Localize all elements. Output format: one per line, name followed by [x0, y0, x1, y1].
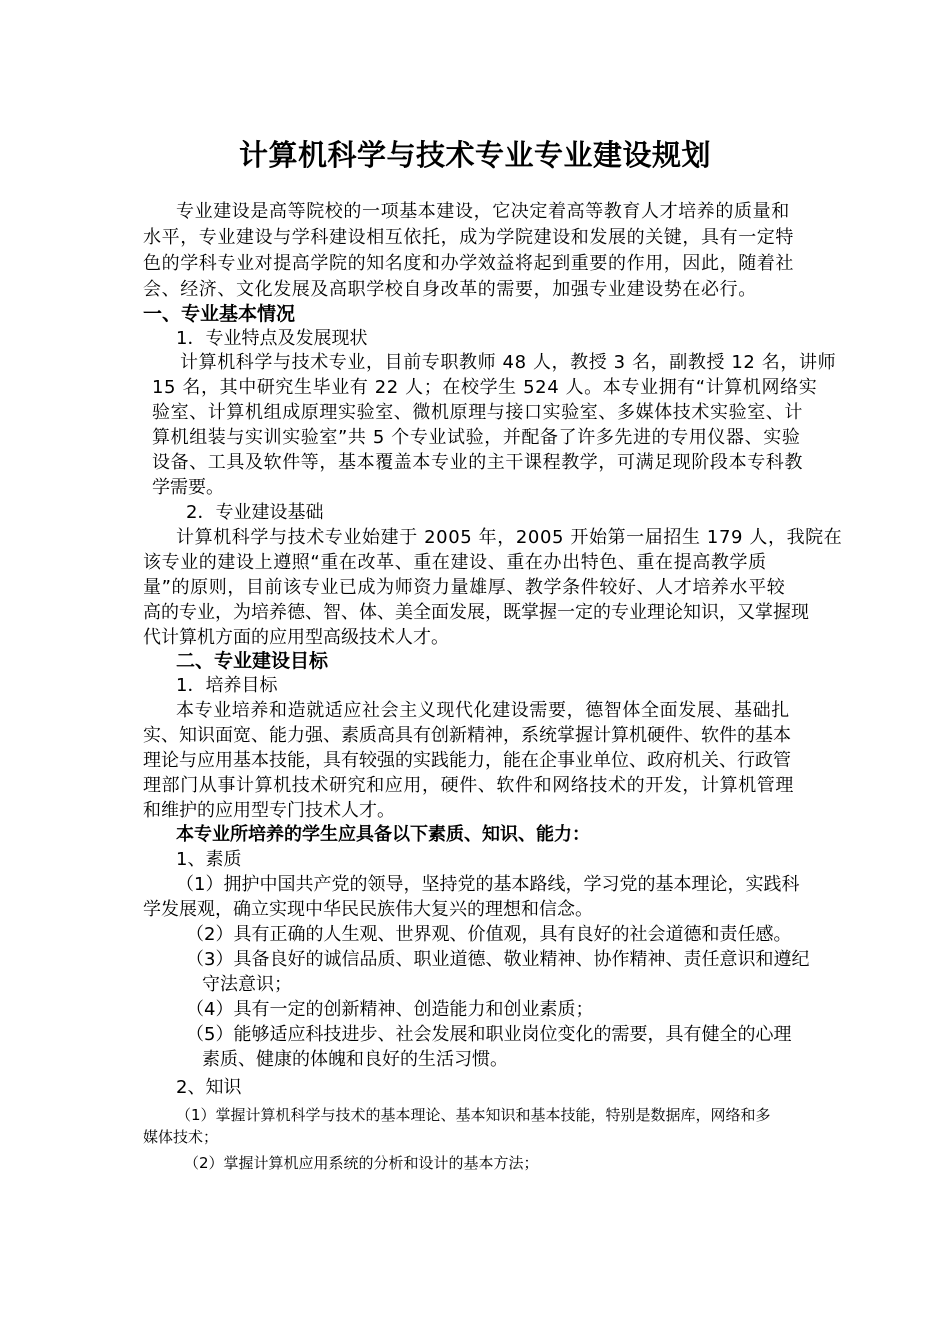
paragraph-line: 验室、计算机组成原理实验室、微机原理与接口实验室、多媒体技术实验室、计 — [152, 402, 803, 423]
subsection-heading: 1．培养目标 — [176, 675, 278, 696]
list-item-line: 素质、健康的体魄和良好的生活习惯。 — [202, 1049, 508, 1070]
list-item-line: 媒体技术； — [143, 1128, 219, 1146]
paragraph-line: 和维护的应用型专门技术人才。 — [143, 800, 395, 821]
paragraph-line: 代计算机方面的应用型高级技术人才。 — [143, 627, 449, 648]
list-item-line: 守法意识； — [202, 974, 292, 995]
intro-line: 水平，专业建设与学科建设相互依托，成为学院建设和发展的关键，具有一定特 — [143, 227, 794, 248]
subsection-heading: 1．专业特点及发展现状 — [176, 328, 368, 349]
paragraph-line: 理论与应用基本技能，具有较强的实践能力，能在企事业单位、政府机关、行政管 — [143, 750, 791, 771]
list-item-line: （3）具备良好的诚信品质、职业道德、敬业精神、协作精神、责任意识和遵纪 — [186, 949, 810, 970]
paragraph-line: 高的专业，为培养德、智、体、美全面发展，既掌握一定的专业理论知识，又掌握现 — [143, 602, 809, 623]
document-title: 计算机科学与技术专业专业建设规划 — [238, 138, 711, 172]
paragraph-line: 算机组装与实训实验室”共 5 个专业试验，并配备了许多先进的专用仪器、实验 — [152, 427, 801, 448]
paragraph-line: 计算机科学与技术专业始建于 2005 年，2005 开始第一届招生 179 人，我院在 — [176, 527, 843, 548]
intro-line: 专业建设是高等院校的一项基本建设，它决定着高等教育人才培养的质量和 — [176, 201, 790, 222]
paragraph-line: 实、知识面宽、能力强、素质高具有创新精神，系统掌握计算机硬件、软件的基本 — [143, 725, 791, 746]
subsection-heading: 2．专业建设基础 — [186, 502, 324, 523]
intro-line: 色的学科专业对提高学院的知名度和办学效益将起到重要的作用，因此，随着社 — [143, 253, 794, 274]
section-heading: 一、专业基本情况 — [143, 303, 296, 325]
subsection-heading: 1、素质 — [176, 849, 242, 870]
section-heading: 二、专业建设目标 — [176, 650, 329, 672]
paragraph-line: 计算机科学与技术专业，目前专职教师 48 人，教授 3 名，副教授 12 名，讲师 — [180, 352, 837, 373]
list-item-line: （5）能够适应科技进步、社会发展和职业岗位变化的需要，具有健全的心理 — [186, 1024, 792, 1045]
list-item-line: （4）具有一定的创新精神、创造能力和创业素质； — [186, 999, 594, 1020]
paragraph-line: 本专业培养和造就适应社会主义现代化建设需要，德智体全面发展、基础扎 — [176, 700, 790, 721]
emphasis-line: 本专业所培养的学生应具备以下素质、知识、能力： — [176, 824, 590, 845]
list-item-line: （1）拥护中国共产党的领导，坚持党的基本路线，学习党的基本理论，实践科 — [176, 874, 800, 895]
intro-line: 会、经济、文化发展及高职学校自身改革的需要，加强专业建设势在必行。 — [143, 279, 757, 300]
list-item-line: （2）掌握计算机应用系统的分析和设计的基本方法； — [184, 1154, 539, 1172]
paragraph-line: 该专业的建设上遵照“重在改革、重在建设、重在办出特色、重在提高教学质 — [143, 552, 767, 573]
paragraph-line: 设备、工具及软件等，基本覆盖本专业的主干课程教学，可满足现阶段本专科教 — [152, 452, 803, 473]
list-item-line: （1）掌握计算机科学与技术的基本理论、基本知识和基本技能，特别是数据库，网络和多 — [176, 1106, 771, 1124]
paragraph-line: 学需要。 — [152, 477, 224, 498]
list-item-line: （2）具有正确的人生观、世界观、价值观，具有良好的社会道德和责任感。 — [186, 924, 792, 945]
paragraph-line: 量”的原则，目前该专业已成为师资力量雄厚、教学条件较好、人才培养水平较 — [143, 577, 786, 598]
paragraph-line: 15 名，其中研究生毕业有 22 人；在校学生 524 人。本专业拥有“计算机网络实 — [152, 377, 818, 398]
subsection-heading: 2、知识 — [176, 1077, 242, 1098]
list-item-line: 学发展观，确立实现中华民民族伟大复兴的理想和信念。 — [143, 899, 593, 920]
paragraph-line: 理部门从事计算机技术研究和应用，硬件、软件和网络技术的开发，计算机管理 — [143, 775, 794, 796]
